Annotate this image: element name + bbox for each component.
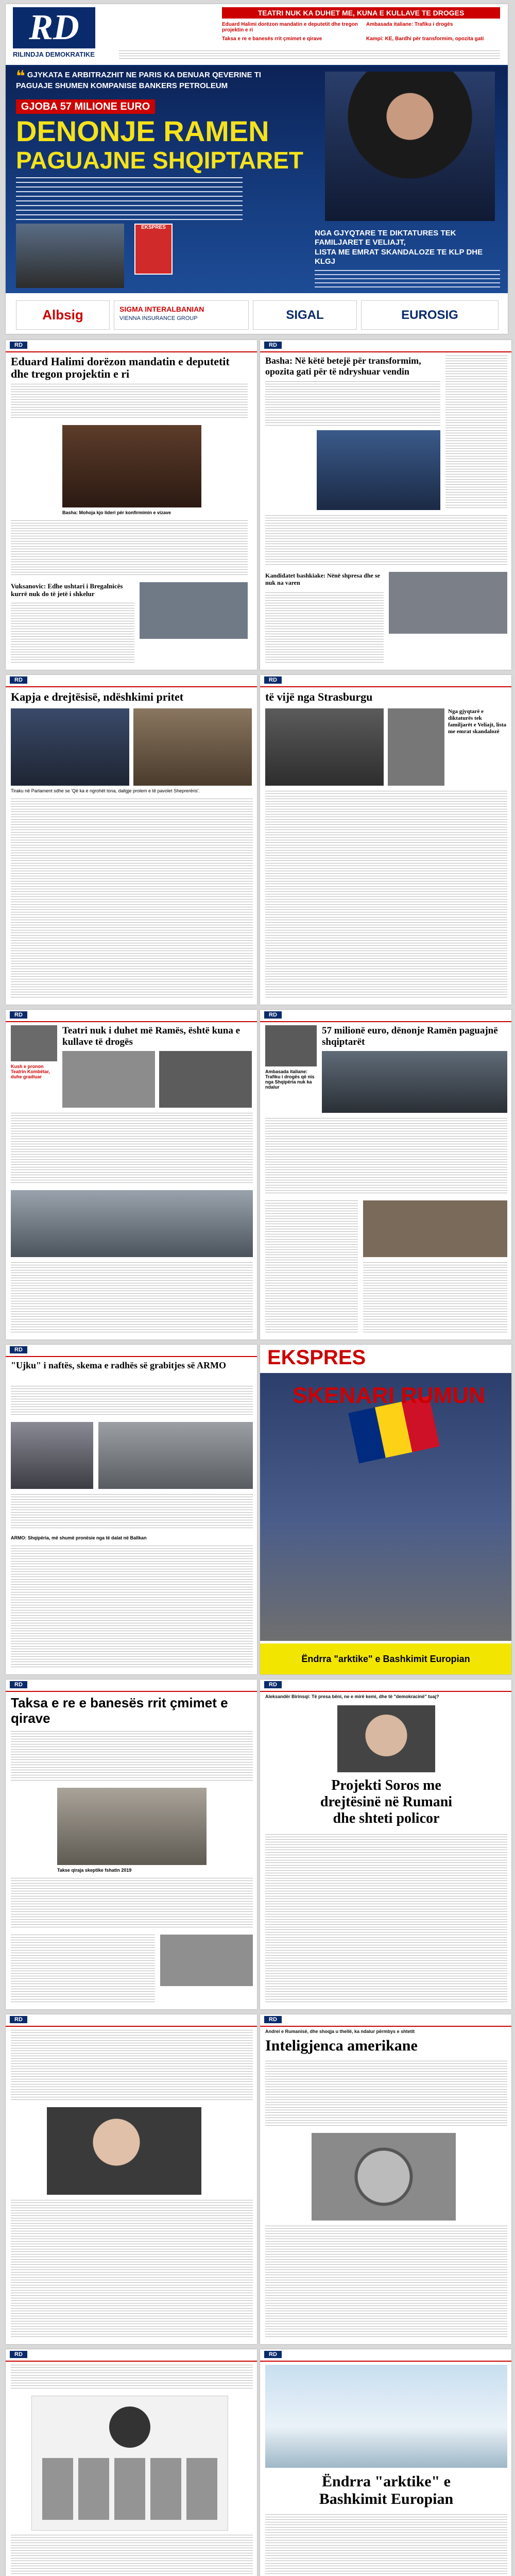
p14-infographic	[31, 2396, 228, 2531]
p9-footer[interactable]: Ëndrra "arktike" e Bashkimit Europian	[260, 1643, 511, 1674]
page-12: RD	[6, 2014, 257, 2344]
p7-headline[interactable]: 57 milionë euro, dënonje Ramën paguajnë shqiptarët	[322, 1025, 498, 1047]
p14-headline-1[interactable]: Ëndrra "arktike" e	[322, 2473, 451, 2490]
page-15: RD Ëndrra "arktike" e Bashkimit Europian	[260, 2349, 511, 2576]
p5-sub[interactable]: Nga gjyqtarë e diktaturës tek familjarët e Veliajt, lista me emrat skandalozë	[448, 708, 507, 735]
p11-soros-photo	[337, 1705, 435, 1772]
p4-photo-b	[133, 708, 252, 786]
p14-info-circle	[109, 2406, 150, 2448]
p9-ekspres-masthead[interactable]: EKSPRES	[260, 1345, 511, 1370]
masthead-logo[interactable]: RD	[13, 7, 95, 48]
front-kicker	[16, 68, 294, 91]
p12-headline[interactable]: Inteligjenca amerikane	[265, 2037, 418, 2054]
p6-photo-a	[62, 1051, 155, 1108]
page-13: RD Andrei e Rumanisë, dhe shoqja u thellë, ka ndalur përmbys e shtetit Inteligjenca amerikane	[260, 2014, 511, 2344]
page-5: RD të vijë nga Strasburgu Nga gjyqtarë e diktaturës tek familjarët e Veliajt, lista me emrat skandalozë	[260, 675, 511, 1005]
p12-kicker: Andrei e Rumanisë, dhe shoqja u thellë, ka ndalur përmbys e shtetit	[265, 2029, 415, 2034]
page-10: RD Taksa e re e banesës rrit çmimet e qirave Takse qiraja skeptike fshatin 2019	[6, 1680, 257, 2009]
front-main-headline-1[interactable]: DENONJE RAMEN	[16, 115, 269, 147]
teaser-1[interactable]: Eduard Halimi dorëzon mandatin e deputetit dhe tregon projektin e ri	[222, 22, 358, 33]
p3-sub-photo	[389, 572, 507, 634]
p10-headline[interactable]: Taksa e re e banesës rrit çmimet e qirave	[11, 1695, 228, 1726]
quote-mark-icon: ❝	[16, 68, 25, 85]
ad-sigma[interactable]	[114, 300, 249, 330]
ad-sigma-name: SIGMA INTERALBANIAN	[119, 305, 204, 313]
masthead	[6, 4, 508, 66]
ads-row	[6, 295, 508, 334]
front-lead-text	[16, 177, 243, 221]
page-11: RD Aleksandër Birinsqi: Të presa bëni, ne e mirë kemi, dhe të "demokracinë" tuaj? Projekti Soros me drejtësinë në Rumani dhe shteti policor	[260, 1680, 511, 2009]
p6-portrait	[11, 1025, 57, 1061]
teaser-4[interactable]: Kampi: KE, Bardhi për transformim, opozita gati	[366, 36, 484, 42]
p2-headline[interactable]: Eduard Halimi dorëzon mandatin e deputetit dhe tregon projektin e ri	[11, 355, 230, 380]
p8-caption: ARMO: Shqipëria, më shumë pronësie nga të dalat në Ballkan	[11, 1535, 147, 1540]
p12-photo	[47, 2107, 201, 2195]
front-red-banner: GJOBA 57 MILIONE EURO	[16, 99, 155, 114]
teaser-3[interactable]: Taksa e re e banesës rrit çmimet e qirave	[222, 36, 322, 42]
p6-photo-c	[11, 1190, 253, 1257]
p4-photo-a	[11, 708, 129, 786]
page-6: RD Teatri nuk i duhet më Ramës, është kuna e kullave të drogës Kush e pronon Teatrin Kombëtar, duhe gradiuar	[6, 1010, 257, 1340]
p13-cia-seal-photo	[312, 2133, 456, 2221]
p10-photo-b	[160, 1935, 253, 1986]
front-kicker-text: GJYKATA E ARBITRAZHIT NE PARIS KA DENUAR QEVERINE TI PAGUAJE SHUMEN KOMPANISE BANKERS PETROLEUM	[16, 71, 261, 90]
p6-caption: Kush e pronon Teatrin Kombëtar, duhe gradiuar	[11, 1064, 50, 1079]
p2-photo	[62, 425, 201, 507]
p14-headline-2[interactable]: Bashkimit Europian	[319, 2490, 454, 2507]
page-8: RD "Ujku" i naftës, skema e radhës së grabitjes së ARMO ARMO: Shqipëria, më shumë pronësie nga të dalat në Ballkan	[6, 1345, 257, 1674]
masthead-top-banner: TEATRI NUK KA DUHET ME, KUNA E KULLAVE TE DROGES	[222, 7, 500, 19]
page-14: RD	[6, 2349, 257, 2576]
p8-photo-b	[98, 1422, 253, 1489]
page-3: RD Basha: Në këtë betejë për transformim, opozita gati për të ndryshuar vendin Kandidatet bashkiake: Nënë shpresa dhe se nuk na varen	[260, 340, 511, 670]
p10-caption: Takse qiraja skeptike fshatin 2019	[57, 1868, 132, 1873]
front-oil-photo	[16, 224, 124, 288]
p2-sub-photo	[140, 582, 248, 639]
front-man-photo	[325, 72, 495, 221]
p6-headline[interactable]: Teatri nuk i duhet më Ramës, është kuna e kullave të drogës	[62, 1025, 241, 1047]
p2-caption: Basha: Mohoja kjo lideri për konfirmimin e vizave	[62, 510, 171, 515]
p14-arctic-photo	[265, 2365, 507, 2468]
teaser-2[interactable]: Ambasada italiane: Trafiku i drogës	[366, 22, 453, 27]
ad-sigma-group: VIENNA INSURANCE GROUP	[119, 315, 198, 321]
p8-headline[interactable]: "Ujku" i naftës, skema e radhës së grabitjes së ARMO	[11, 1360, 226, 1370]
front-ekspres-thumb[interactable]	[134, 224, 173, 275]
p5-photo-b	[388, 708, 444, 786]
p5-photo-a	[265, 708, 384, 786]
front-main-dark	[6, 66, 508, 293]
p7-photo-a	[322, 1051, 507, 1113]
p7-portrait	[265, 1025, 317, 1066]
p9-cover-image	[260, 1373, 511, 1641]
page-2: RD Eduard Halimi dorëzon mandatin e deputetit dhe tregon projektin e ri Basha: Mohoja kjo lideri për konfirmimin e vizave Vuksanovic: Edhe ushtari i Bregalnicës kurrë nuk do të jetë i shkelur	[6, 340, 257, 670]
p3-headline[interactable]: Basha: Në këtë betejë për transformim, opozita gati për të ndryshuar vendin	[265, 355, 421, 377]
p3-sub[interactable]: Kandidatet bashkiake: Nënë shpresa dhe se nuk na varen	[265, 572, 380, 586]
p11-headline-1[interactable]: Projekti Soros me	[331, 1777, 441, 1793]
p2-sub[interactable]: Vuksanovic: Edhe ushtari i Bregalnicës kurrë nuk do të jetë i shkelur	[11, 582, 123, 598]
p7-caption: Ambasada italiane: Trafiku i drogës që nis nga Shqipëria nuk ka ndalur	[265, 1069, 315, 1090]
front-side-title-1[interactable]: NGA GJYQTARE TE DIKTATURES TEK FAMILJARET E VELIAJT,	[315, 229, 456, 247]
p6-photo-b	[159, 1051, 252, 1108]
p11-headline-2[interactable]: drejtësinë në Rumani	[320, 1794, 453, 1810]
page-4: RD Kapja e drejtësisë, ndëshkimi pritet Tiraku në Parlament sdhe se 'Që ka e ngrohët tona, dallgje prolem e të pavolet Sheprerëris'.	[6, 675, 257, 1005]
page-9-ekspres-cover	[260, 1345, 511, 1674]
p4-caption: Tiraku në Parlament sdhe se 'Që ka e ngrohët tona, dallgje prolem e të pavolet Sheprerëris'.	[11, 788, 200, 793]
ad-eurosig[interactable]: EUROSIG	[361, 300, 499, 330]
front-ekspres-label: EKSPRES	[141, 225, 166, 230]
p11-kicker: Aleksandër Birinsqi: Të presa bëni, ne e mirë kemi, dhe të "demokracinë" tuaj?	[265, 1694, 439, 1699]
front-page	[6, 4, 508, 334]
p5-headline[interactable]: të vijë nga Strasburgu	[265, 690, 373, 703]
masthead-name: RILINDJA DEMOKRATIKE	[13, 50, 95, 58]
page-7: RD 57 milionë euro, dënonje Ramën paguajnë shqiptarët Ambasada italiane: Trafiku i drogës që nis nga Shqipëria nuk ka ndalur	[260, 1010, 511, 1340]
ad-sigal[interactable]: SIGAL	[253, 300, 357, 330]
p7-photo-b	[363, 1200, 507, 1257]
p10-photo	[57, 1788, 207, 1865]
front-main-headline-2[interactable]: PAGUAJNE SHQIPTARET	[16, 147, 304, 174]
front-side-title-2[interactable]: LISTA ME EMRAT SKANDALOZE TE KLP DHE KLGJ	[315, 248, 483, 266]
p11-headline-3[interactable]: dhe shteti policor	[333, 1810, 440, 1826]
p9-headline[interactable]: SKENARI RUMUN	[293, 1383, 485, 1408]
ad-albsig[interactable]: Albsig	[16, 300, 110, 330]
p8-photo-a	[11, 1422, 93, 1489]
p3-photo	[317, 430, 440, 510]
p4-headline[interactable]: Kapja e drejtësisë, ndëshkimi pritet	[11, 690, 184, 703]
